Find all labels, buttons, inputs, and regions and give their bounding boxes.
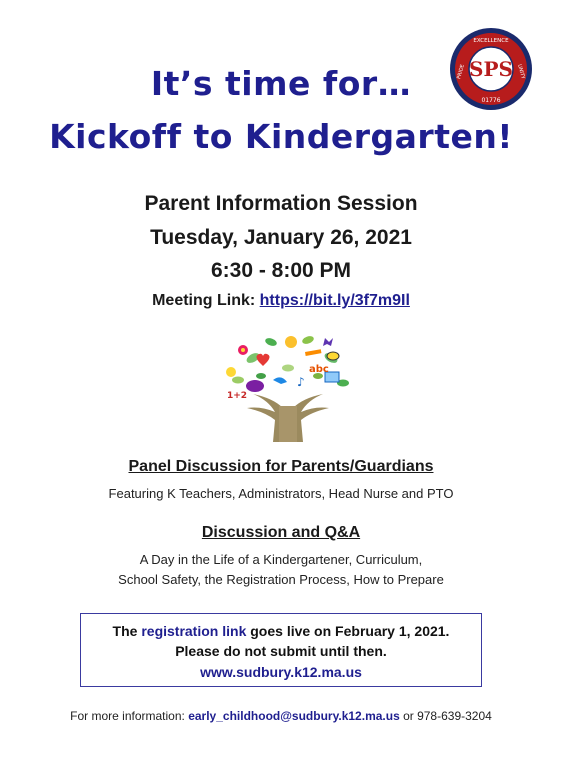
registration-link[interactable]: registration link [141, 623, 247, 639]
seal-top-text: EXCELLENCE [473, 38, 509, 44]
meeting-link[interactable]: https://bit.ly/3f7m9Il [259, 292, 410, 309]
meeting-link-row [0, 292, 562, 310]
learning-tree-illustration [213, 328, 363, 443]
seal-right-text: UNITY [516, 63, 526, 80]
session-date: Tuesday, January 26, 2021 [150, 226, 412, 249]
registration-line-2: Please do not submit until then. [175, 643, 387, 659]
seal-left-text: PRIDE [456, 63, 466, 80]
registration-suffix: goes live on February 1, 2021. [246, 623, 450, 639]
session-title: Parent Information Session [144, 192, 418, 215]
svg-text:♪: ♪ [297, 375, 305, 389]
panel-body: Featuring K Teachers, Administrators, Head Nurse and PTO [108, 486, 454, 501]
tree-math-text: 1+2 [227, 391, 248, 401]
registration-website-link[interactable]: www.sudbury.k12.ma.us [200, 664, 362, 680]
title-line-2: Kickoff to Kindergarten! [49, 117, 513, 156]
footer-prefix: For more information: [70, 709, 189, 723]
title-line-1: It’s time for… [150, 64, 412, 103]
panel-heading: Panel Discussion for Parents/Guardians [128, 458, 434, 475]
tree-abc-text: abc [309, 364, 329, 375]
seal-monogram: SPS [469, 57, 513, 81]
discussion-line-1: A Day in the Life of a Kindergartener, Curriculum, [139, 552, 423, 567]
discussion-heading: Discussion and Q&A [201, 524, 361, 541]
seal-bottom-text: 01776 [481, 97, 501, 104]
footer-email-link[interactable]: early_childhood@sudbury.k12.ma.us [188, 709, 400, 723]
footer-info [0, 709, 562, 723]
registration-line-1 [0, 623, 562, 639]
session-time: 6:30 - 8:00 PM [210, 259, 352, 282]
footer-suffix: or 978-639-3204 [399, 709, 492, 723]
discussion-line-2: School Safety, the Registration Process, How to Prepare [118, 572, 444, 587]
registration-prefix: The [112, 623, 142, 639]
meeting-link-label: Meeting Link: [152, 292, 256, 309]
